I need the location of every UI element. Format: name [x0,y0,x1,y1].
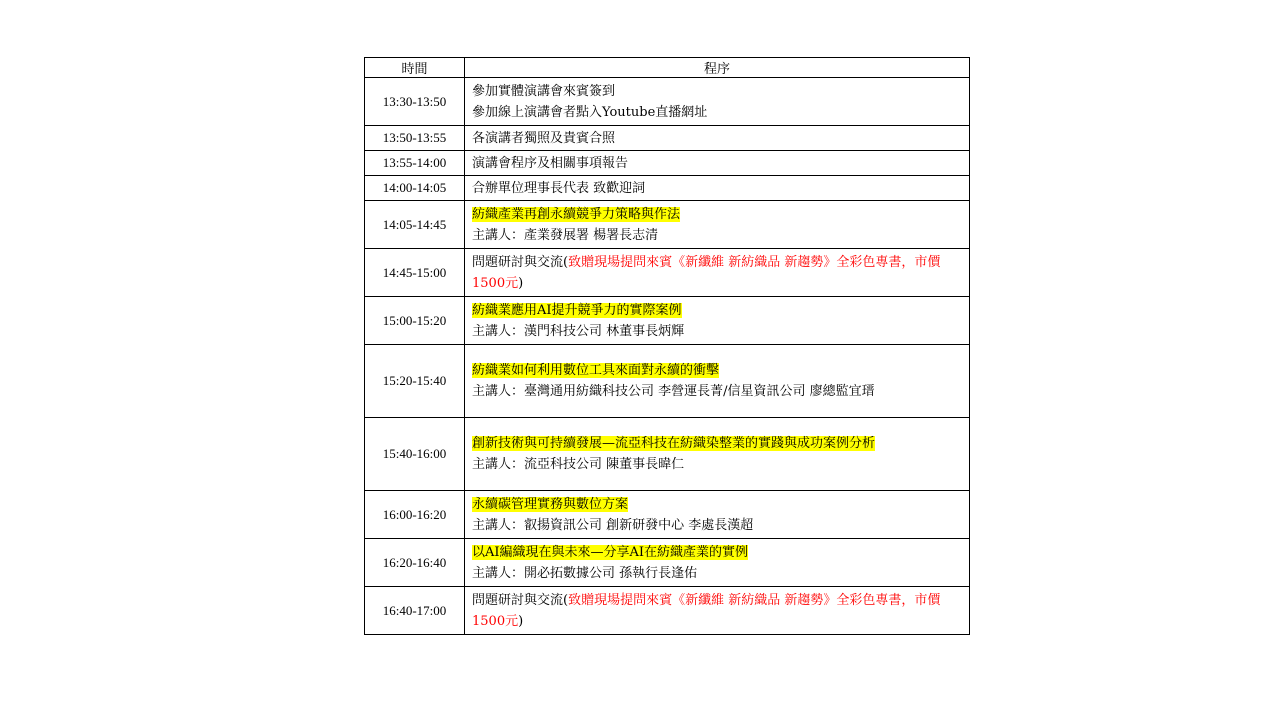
program-cell [465,297,970,345]
time-slot: 13:55-14:00 [365,151,465,176]
program-cell [465,176,970,201]
time-slot: 13:50-13:55 [365,126,465,151]
talk-title-highlight: 紡織業如何利用數位工具來面對永續的衝擊 [472,363,720,378]
time-column-header: 時間 [365,58,465,78]
time-slot: 14:45-15:00 [365,249,465,297]
time-slot: 16:40-17:00 [365,587,465,635]
program-cell [465,126,970,151]
gift-note: 致贈現場提問來賓《新纖維 新紡織品 新趨勢》全彩色專書，市價1500元 [472,592,941,629]
time-slot: 13:30-13:50 [365,78,465,126]
gift-note: 致贈現場提問來賓《新纖維 新紡織品 新趨勢》全彩色專書，市價1500元 [472,254,941,291]
table-row [365,491,970,539]
table-row [365,539,970,587]
speaker-line: 主講人：流亞科技公司 陳董事長暐仁 [472,457,685,472]
program-cell [465,418,970,491]
program-cell [465,201,970,249]
time-slot: 15:20-15:40 [365,345,465,418]
table-row [365,587,970,635]
discussion-prefix: 問題研討與交流( [472,592,569,608]
talk-title [472,542,965,563]
time-slot: 14:00-14:05 [365,176,465,201]
table-row [365,151,970,176]
program-cell [465,539,970,587]
agenda-table [364,57,970,635]
program-column-header: 程序 [465,58,970,78]
time-slot: 15:40-16:00 [365,418,465,491]
agenda-body [365,78,970,635]
discussion-suffix: ) [518,613,524,629]
speaker-line: 主講人：臺灣通用紡織科技公司 李營運長菁/信星資訊公司 廖總監宜瑨 [472,384,875,399]
table-row [365,345,970,418]
time-slot: 16:00-16:20 [365,491,465,539]
table-row [365,126,970,151]
time-slot: 16:20-16:40 [365,539,465,587]
program-line: 參加實體演講會來賓簽到 [472,83,616,99]
talk-title [472,360,965,381]
program-cell [465,151,970,176]
program-cell [465,78,970,126]
talk-title-highlight: 永續碳管理實務與數位方案 [472,496,629,512]
talk-title-highlight: 紡織產業再創永續競爭力策略與作法 [472,206,681,222]
program-cell [465,491,970,539]
program-line: 演講會程序及相關事項報告 [472,155,629,171]
speaker-line: 主講人：產業發展署 楊署長志清 [472,227,659,243]
speaker-line: 主講人：開必拓數據公司 孫執行長逢佑 [472,565,698,581]
talk-title-highlight: 紡織業應用AI提升競爭力的實際案例 [472,302,682,318]
program-cell [465,587,970,635]
table-row [365,418,970,491]
table-row [365,78,970,126]
time-slot: 14:05-14:45 [365,201,465,249]
table-row [365,176,970,201]
discussion-prefix: 問題研討與交流( [472,254,569,270]
program-cell [465,345,970,418]
table-header-row [365,58,970,78]
discussion-text [472,593,940,629]
talk-title [472,433,965,454]
table-row [365,201,970,249]
table-row [365,297,970,345]
program-line: 參加線上演講會者點入Youtube直播網址 [472,104,708,120]
talk-title [472,300,965,321]
time-slot: 15:00-15:20 [365,297,465,345]
speaker-line: 主講人：叡揚資訊公司 創新研發中心 李處長漢超 [472,517,754,533]
program-cell [465,249,970,297]
speaker-line: 主講人：漢門科技公司 林董事長炳輝 [472,323,685,339]
discussion-text [472,255,940,291]
program-line: 合辦單位理事長代表 致歡迎詞 [472,180,646,196]
talk-title [472,204,965,225]
talk-title [472,494,965,515]
talk-title-highlight: 以AI編織現在與未來—分享AI在紡織產業的實例 [472,544,749,560]
table-row [365,249,970,297]
program-line: 各演講者獨照及貴賓合照 [472,130,616,146]
discussion-suffix: ) [518,275,524,291]
talk-title-highlight: 創新技術與可持續發展—流亞科技在紡織染整業的實踐與成功案例分析 [472,436,876,451]
